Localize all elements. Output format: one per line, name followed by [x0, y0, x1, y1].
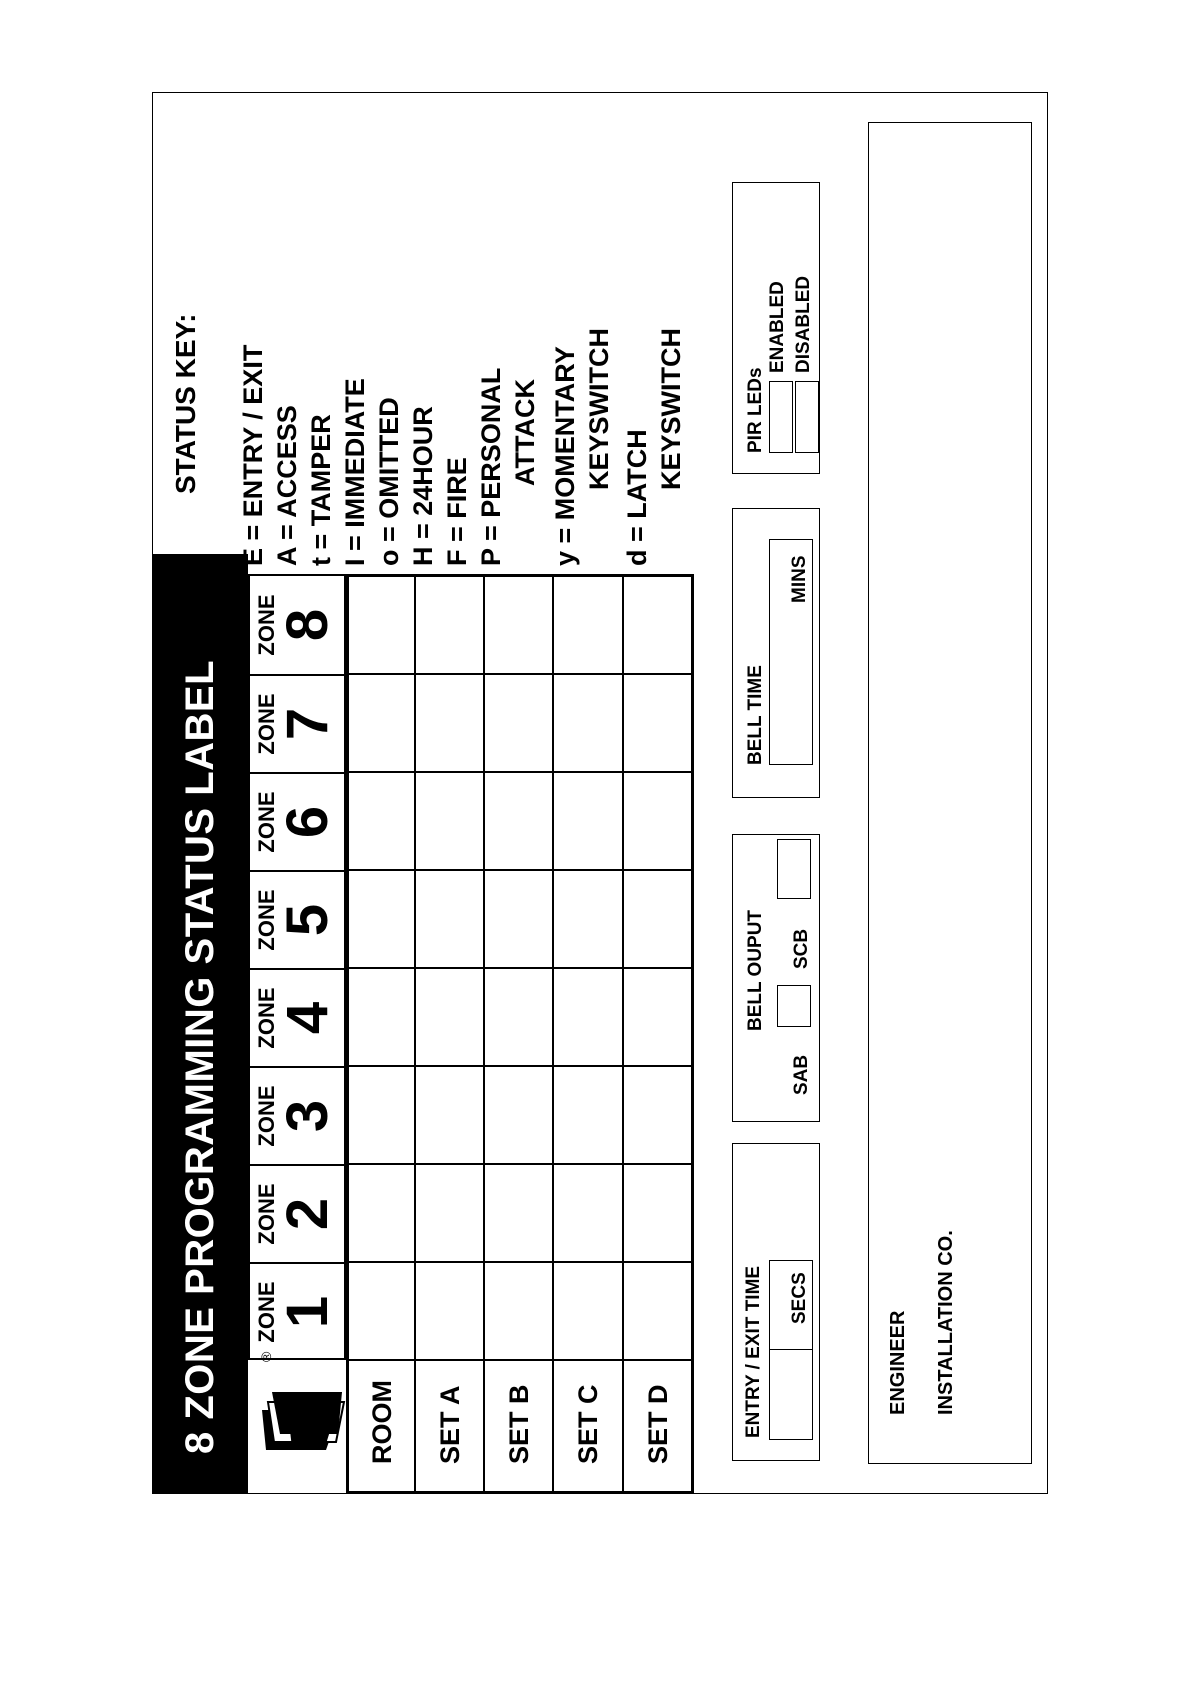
status-key-line: H = 24HOUR: [408, 406, 438, 566]
pir-disabled-label: DISABLED: [793, 275, 814, 373]
zone-word: ZONE: [254, 1281, 279, 1343]
zone-number: 7: [275, 707, 340, 741]
row-label-set-b: SET B: [504, 1384, 534, 1464]
zone-number: 2: [275, 1197, 340, 1231]
status-key-line: KEYSWITCH: [656, 328, 686, 490]
sab-checkbox[interactable]: [777, 985, 811, 1027]
status-key-line: F = FIRE: [442, 457, 472, 566]
zone-header-6: [250, 772, 346, 870]
status-key-title: STATUS KEY:: [170, 313, 201, 494]
zone-word: ZONE: [254, 791, 279, 853]
zone-word: ZONE: [254, 889, 279, 951]
zone-header-7: [250, 674, 346, 772]
zone-number: 3: [275, 1099, 340, 1133]
scb-checkbox[interactable]: [777, 839, 811, 899]
row-label-set-c: SET C: [573, 1384, 603, 1464]
column-divider: [346, 771, 694, 773]
column-divider: [346, 1261, 694, 1263]
zone-header-3: [250, 1066, 346, 1164]
status-key-line: o = OMITTED: [374, 397, 404, 566]
zone-word: ZONE: [254, 594, 279, 656]
pir-leds-label: PIR LEDs: [745, 367, 766, 453]
bell-time-label: BELL TIME: [745, 665, 766, 765]
pir-disabled-checkbox[interactable]: [795, 381, 819, 453]
zone-header-5: [250, 870, 346, 968]
zone-word: ZONE: [254, 1183, 279, 1245]
column-divider: [346, 1163, 694, 1165]
zone-number: 5: [275, 903, 340, 937]
entry-exit-unit: SECS: [789, 1272, 810, 1324]
status-key-line: y = MOMENTARY: [550, 346, 580, 566]
title-band: [152, 554, 248, 1494]
zone-number: 4: [275, 1001, 340, 1035]
engineer-label: ENGINEER: [887, 1310, 909, 1415]
bell-output-option-a: SAB: [791, 1054, 812, 1095]
column-divider: [346, 673, 694, 675]
status-key-line: I = IMMEDIATE: [340, 378, 370, 566]
zone-header-8: [250, 576, 346, 674]
row-label-set-a: SET A: [435, 1385, 465, 1464]
zone-number: 8: [275, 608, 340, 642]
brand-logo: [256, 1351, 348, 1454]
pir-enabled-checkbox[interactable]: [769, 381, 793, 453]
bell-output-option-b: SCB: [791, 928, 812, 969]
zone-word: ZONE: [254, 987, 279, 1049]
status-key-line: KEYSWITCH: [584, 328, 614, 490]
status-key-line: E = ENTRY / EXIT: [238, 344, 268, 566]
zone-word: ZONE: [254, 1085, 279, 1147]
installer-label: INSTALLATION CO.: [935, 1230, 957, 1415]
zone-number: 1: [275, 1295, 340, 1329]
row-label-set-d: SET D: [643, 1384, 673, 1464]
zone-number: 6: [275, 805, 340, 839]
bell-output-label: BELL OUPUT: [745, 909, 766, 1031]
rotated-label: [152, 92, 1048, 1494]
zone-word: ZONE: [254, 693, 279, 755]
column-divider: [346, 1065, 694, 1067]
bell-time-unit: MINS: [789, 555, 810, 603]
status-key-line: P = PERSONAL: [476, 367, 506, 566]
registered-mark: ®: [258, 1351, 274, 1362]
page-title: 8 ZONE PROGRAMMING STATUS LABEL: [178, 659, 222, 1454]
status-key-line: A = ACCESS: [272, 405, 302, 566]
pir-enabled-label: ENABLED: [767, 281, 788, 373]
zone-header-4: [250, 968, 346, 1066]
zone-header-2: [250, 1164, 346, 1262]
engineer-box: [868, 122, 1032, 1464]
entry-exit-label: ENTRY / EXIT TIME: [743, 1265, 764, 1438]
status-key-line: t = TAMPER: [306, 414, 336, 566]
column-divider: [346, 967, 694, 969]
row-label-room: ROOM: [367, 1380, 397, 1464]
bell-time-box: [732, 508, 820, 798]
column-divider: [346, 869, 694, 871]
bell-output-box: [732, 834, 820, 1122]
entry-exit-divider: [769, 1349, 813, 1350]
zone-header-1: [250, 1262, 346, 1360]
entry-exit-box: [732, 1143, 820, 1461]
status-key-line: d = LATCH: [622, 429, 652, 566]
status-key-line: ATTACK: [510, 379, 540, 486]
pir-leds-box: [732, 182, 820, 474]
logo-icon: [256, 1364, 348, 1454]
